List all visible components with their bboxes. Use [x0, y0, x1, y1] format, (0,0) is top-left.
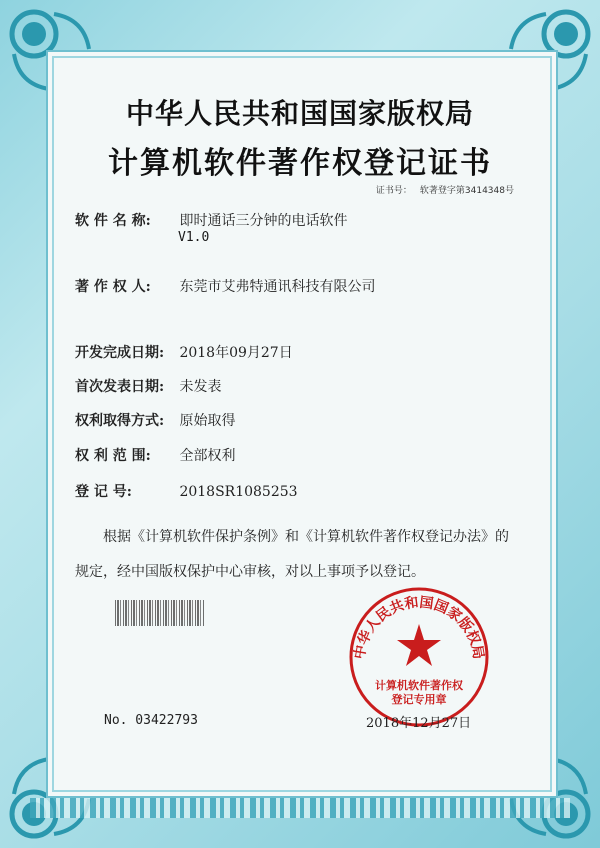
body-paragraph-line2: 规定，经中国版权保护中心审核，对以上事项予以登记。	[75, 564, 425, 580]
issuer-title: 中华人民共和国国家版权局	[125, 97, 474, 130]
seal-line1: 计算机软件著作权	[375, 679, 463, 692]
owner-value: 东莞市艾弗特通讯科技有限公司	[179, 279, 376, 295]
software-name-row	[75, 210, 347, 230]
software-version: V1.0	[178, 230, 210, 245]
cert-no-value: 软著登字第3414348号	[419, 186, 514, 196]
scope-label: 权 利 范 围:	[75, 448, 151, 464]
acquire-label: 权利取得方式:	[75, 413, 165, 429]
issue-date: 2018年12月27日	[366, 716, 472, 731]
greek-key-pattern	[30, 798, 570, 818]
dev-date-row	[75, 342, 293, 362]
scope-value: 全部权利	[179, 448, 236, 464]
registration-value: 2018SR1085253	[179, 484, 298, 500]
seal-line2: 登记专用章	[391, 693, 447, 706]
dev-date-label: 开发完成日期:	[75, 345, 165, 361]
dev-date-value: 2018年09月27日	[179, 345, 293, 361]
certificate-title: 计算机软件著作权登记证书	[108, 146, 492, 181]
seal-arc-text: 中华人民共和国国家版权局	[351, 594, 487, 661]
seal-ring-icon	[344, 582, 494, 732]
registration-label: 登 记 号:	[75, 484, 132, 500]
certificate-number	[376, 183, 514, 196]
software-name-value: 即时通话三分钟的电话软件	[179, 213, 348, 229]
serial-number: No. 03422793	[104, 713, 198, 728]
pub-date-label: 首次发表日期:	[75, 379, 165, 395]
owner-label: 著 作 权 人:	[75, 279, 151, 295]
official-seal	[344, 582, 494, 732]
pub-date-row	[75, 376, 221, 396]
body-paragraph-line1: 根据《计算机软件保护条例》和《计算机软件著作权登记办法》的	[103, 529, 509, 545]
registration-row	[75, 481, 298, 501]
scope-row	[75, 445, 235, 465]
software-name-label: 软 件 名 称:	[75, 213, 151, 229]
cert-no-label: 证书号：	[375, 186, 412, 196]
barcode-icon	[115, 600, 205, 626]
acquire-value: 原始取得	[179, 413, 236, 429]
owner-row	[75, 276, 375, 296]
acquire-row	[75, 410, 235, 430]
pub-date-value: 未发表	[179, 379, 222, 395]
